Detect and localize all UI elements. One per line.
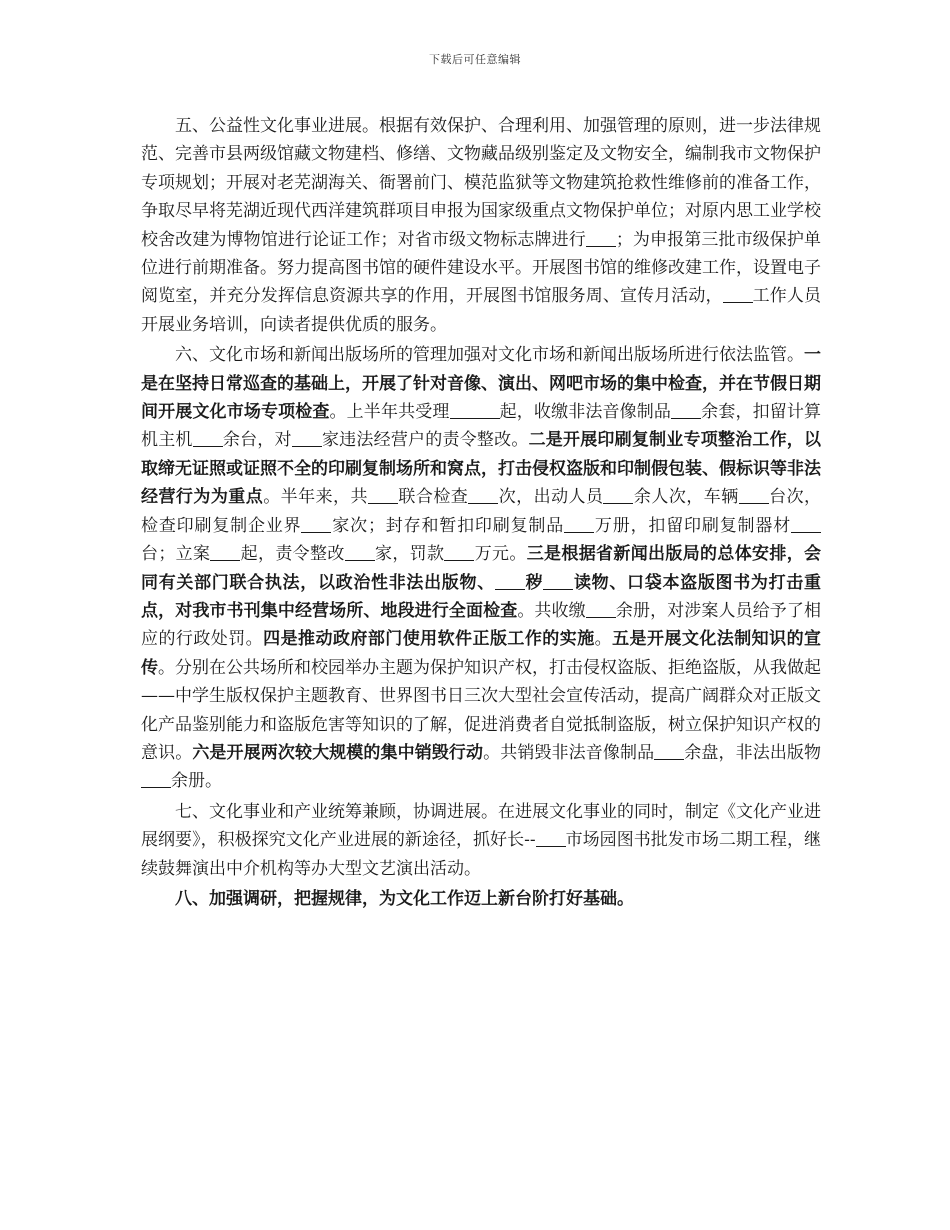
text: 台；立案: [141, 544, 211, 565]
bold-text: 读物、口袋本盗版图书为打击重点，对我市书刊集中经营场所、地段进行全面检查: [141, 572, 822, 621]
text: 六、文化市场和新闻出版场所的管理加强对文化市场和新闻出版场所进行依法监管。: [175, 345, 804, 366]
text: 余套，扣留计算机主机: [141, 402, 822, 451]
text: 。上半年共受理: [329, 402, 450, 423]
fill-blank: [543, 572, 573, 590]
text: ；为申报第三批市级保护单位进行前期准备。努力提高图书馆的硬件建设水平。开展图书馆的维修改建工作，设置电子阅览室，并充分发挥信息资源共享的作用，开展图书馆服务周、宣传月活动，: [141, 229, 822, 307]
text: 起，收缴非法音像制品: [499, 402, 672, 423]
fill-blank: [292, 429, 322, 447]
text: 家次；封存和暂扣印刷复制品: [331, 515, 565, 536]
page-header: 下载后可任意编辑: [429, 53, 521, 66]
bold-text: 三是根据省新闻出版局的总体安排，会同有关部门联合执法，以政治性非法出版物、: [141, 544, 822, 593]
paragraph-6: [141, 341, 821, 796]
text: 余人次，车辆: [633, 487, 739, 508]
paragraph-7: [141, 798, 821, 883]
fill-blank: [301, 515, 331, 533]
text: 余台，对: [222, 430, 292, 451]
text: 联合检查: [397, 487, 469, 508]
fill-blank: [193, 429, 223, 447]
fill-blank: [586, 229, 616, 247]
text: 市场园图书批发市场二期工程，继续鼓舞演出中介机构等办大型文艺演出活动。: [141, 830, 821, 879]
bold-text: 二是开展印刷复制业专项整治工作，以取缔无证照或证照不全的印刷复制场所和窝点，打击侵权盗版和印制假包装、假标识等非法经营行为为重点: [141, 430, 822, 508]
text: 五、公益性文化事业进展。根据有效保护、合理利用、加强管理的原则，进一步法律规范、完善市县两级馆藏文物建档、修缮、文物藏品级别鉴定及文物安全，编制我市文物保护专项规划；开展对老芜湖海关、衙署前门、模范监狱等文物建筑抢救性维修前的准备工作，争取尽早将芜湖近现代西洋建筑群项目申报为国家级重点文物保护单位；对原内思工业学校校舍改建为博物馆进行论证工作；对省市级文物标志牌进行: [141, 116, 821, 250]
fill-blank: [654, 742, 684, 760]
bold-text: 四是推动政府部门使用软件正版工作的实施: [263, 629, 595, 650]
bold-text: 一是在坚持日常巡查的基础上，开展了针对音像、演出、网吧市场的集中检查，并在节假日期间开展文化市场专项检查: [141, 345, 821, 423]
fill-blank: [368, 486, 398, 504]
text: 工作人员开展业务培训，向读者提供优质的服务。: [141, 286, 821, 335]
fill-blank: [586, 600, 616, 618]
bold-text: 五是开展文化法制知识的宣传: [141, 629, 822, 678]
bold-text: 六是开展两次较大规模的集中销毁行动: [192, 742, 484, 763]
text: 万元。: [474, 544, 527, 565]
text: 万册，扣留印刷复制器材: [594, 515, 792, 536]
text: 起，责令整改: [240, 544, 345, 565]
fill-blank: [141, 770, 171, 788]
text: 。共收缴: [517, 600, 586, 621]
paragraph-8: [141, 885, 821, 913]
fill-blank: [536, 829, 566, 847]
fill-blank: [723, 285, 753, 303]
fill-blank: [603, 486, 633, 504]
fill-blank: [468, 486, 498, 504]
text: 家违法经营户的责令整改。: [321, 430, 529, 451]
paragraph-5: [141, 112, 821, 339]
text: 余册。: [171, 771, 222, 792]
fill-blank: [210, 543, 240, 561]
text: 家，罚款: [374, 544, 445, 565]
fill-blank: [444, 543, 474, 561]
document-body: [141, 112, 821, 915]
text: 次，出动人员: [498, 487, 604, 508]
fill-blank: [345, 543, 375, 561]
text: 。分别在公共场所和校园举办主题为保护知识产权，打击侵权盗版、拒绝盗版，从我做起——中学生版权保护主题教育、世界图书日三次大型社会宣传活动，提高广阔群众对正版文化产品鉴别能力和盗版危害等知识的了解，促进消费者自觉抵制盗版，树立保护知识产权的意识。: [141, 657, 821, 763]
text: 七、文化事业和产业统筹兼顾，协调进展。在进展文化事业的同时，制定《文化产业进展纲要》，积极探究文化产业进展的新途径，抓好长--: [141, 801, 821, 851]
text: 余册，对涉案人员给予了相应的行政处罚。: [141, 600, 822, 650]
text: 。半年来，共: [263, 487, 368, 508]
text: 。: [594, 629, 613, 650]
fill-blank: [495, 572, 525, 590]
fill-blank: [671, 401, 701, 419]
bold-text: 八、加强调研，把握规律，为文化工作迈上新台阶打好基础。: [175, 888, 634, 909]
fill-blank: [739, 486, 769, 504]
text: 余盘，非法出版物: [684, 742, 822, 763]
fill-blank: [450, 401, 500, 419]
fill-blank: [791, 515, 821, 533]
bold-text: 秽: [524, 572, 544, 593]
text: 台次，检查印刷复制企业界: [141, 487, 822, 536]
fill-blank: [564, 515, 594, 533]
text: 。共销毁非法音像制品: [483, 742, 655, 763]
